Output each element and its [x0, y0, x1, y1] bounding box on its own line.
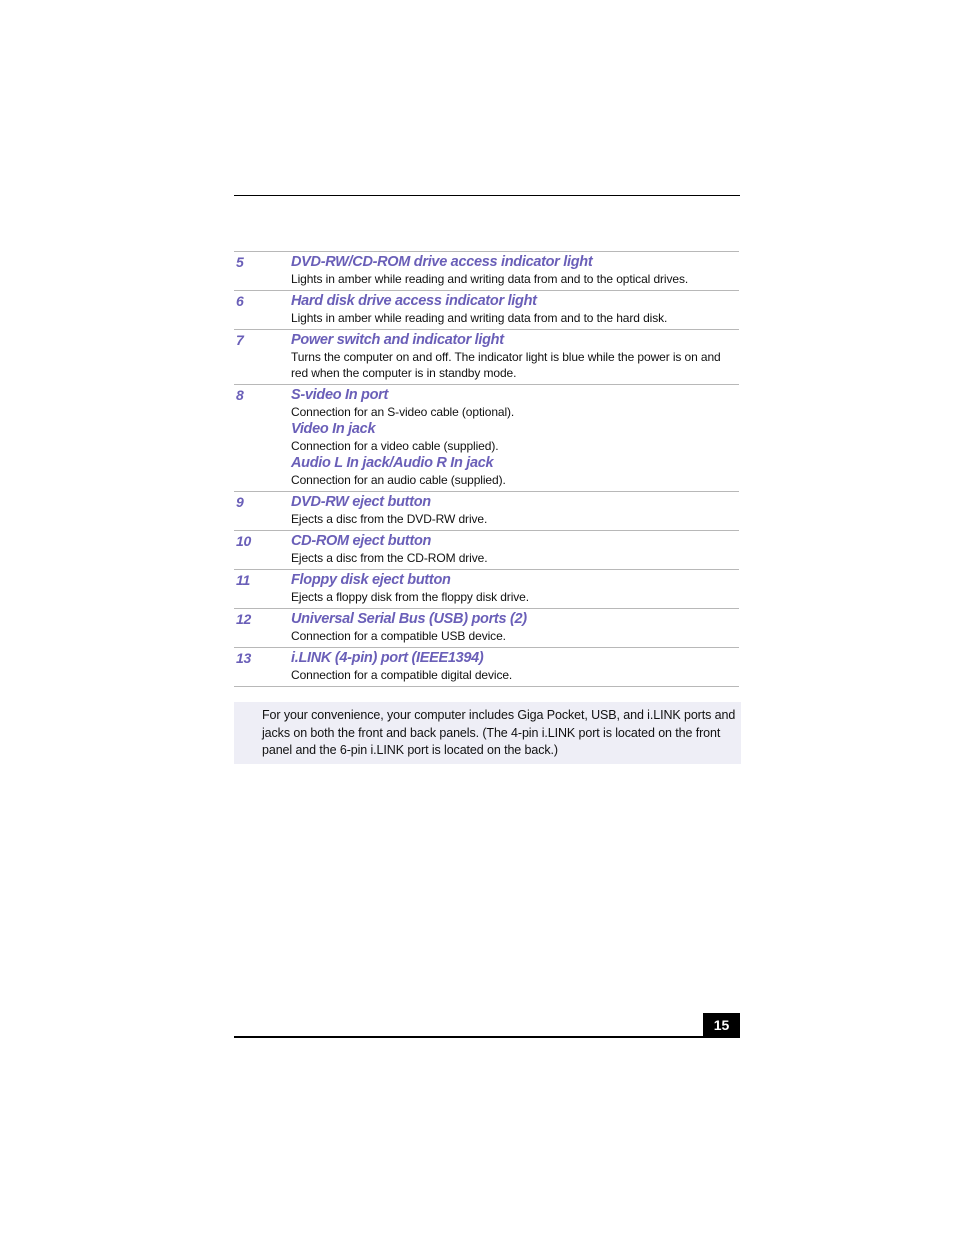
item-description: Lights in amber while reading and writing data from and to the hard disk.: [291, 311, 668, 325]
item-number: 8: [236, 387, 244, 403]
item-description: Connection for an S-video cable (optional).: [291, 405, 515, 419]
table-row: [234, 609, 739, 648]
item-description: Connection for a compatible USB device.: [291, 629, 506, 643]
page-number: 15: [703, 1013, 740, 1037]
table-row: [234, 570, 739, 609]
item-title: Hard disk drive access indicator light: [291, 293, 537, 309]
item-title: i.LINK (4-pin) port (IEEE1394): [291, 650, 484, 666]
item-title: S-video In port: [291, 387, 389, 403]
component-table: [234, 251, 739, 687]
item-title: Universal Serial Bus (USB) ports (2): [291, 611, 527, 627]
item-number: 13: [236, 650, 251, 666]
item-title: DVD-RW/CD-ROM drive access indicator light: [291, 254, 593, 270]
table-row: [234, 531, 739, 570]
item-title: Floppy disk eject button: [291, 572, 451, 588]
item-title: Video In jack: [291, 421, 376, 437]
header-rule: [234, 195, 740, 196]
item-number: 10: [236, 533, 251, 549]
table-row: [234, 648, 739, 687]
footer-rule: [234, 1036, 740, 1038]
item-description: Ejects a disc from the CD-ROM drive.: [291, 551, 488, 565]
item-description: Connection for a compatible digital device.: [291, 668, 513, 682]
item-number: 5: [236, 254, 244, 270]
table-row: [234, 385, 739, 492]
table-row: [234, 330, 739, 385]
table-row: [234, 291, 739, 330]
item-description: Lights in amber while reading and writing data from and to the optical drives.: [291, 272, 689, 286]
item-description: Ejects a floppy disk from the floppy disk drive.: [291, 590, 529, 604]
item-number: 11: [236, 572, 250, 588]
item-description: Turns the computer on and off. The indicator light is blue while the power is on and red when the computer is in standby mode.: [291, 350, 721, 380]
note-box: [234, 702, 741, 764]
item-number: 9: [236, 494, 244, 510]
item-number: 12: [236, 611, 251, 627]
item-title: Power switch and indicator light: [291, 332, 504, 348]
item-title: CD-ROM eject button: [291, 533, 432, 549]
item-title: DVD-RW eject button: [291, 494, 431, 510]
item-description: Connection for an audio cable (supplied).: [291, 473, 506, 487]
table-row: [234, 492, 739, 531]
item-description: Ejects a disc from the DVD-RW drive.: [291, 512, 488, 526]
item-title: Audio L In jack/Audio R In jack: [291, 455, 494, 471]
table-row: [234, 252, 739, 291]
item-number: 6: [236, 293, 244, 309]
item-description: Connection for a video cable (supplied).: [291, 439, 499, 453]
note-text: For your convenience, your computer includes Giga Pocket, USB, and i.LINK ports and jacks on both the front and back panels. (The 4-pin i.LINK port is located on the front panel and the 6-pin i.LINK port is located on the back.): [262, 708, 736, 757]
item-number: 7: [236, 332, 244, 348]
